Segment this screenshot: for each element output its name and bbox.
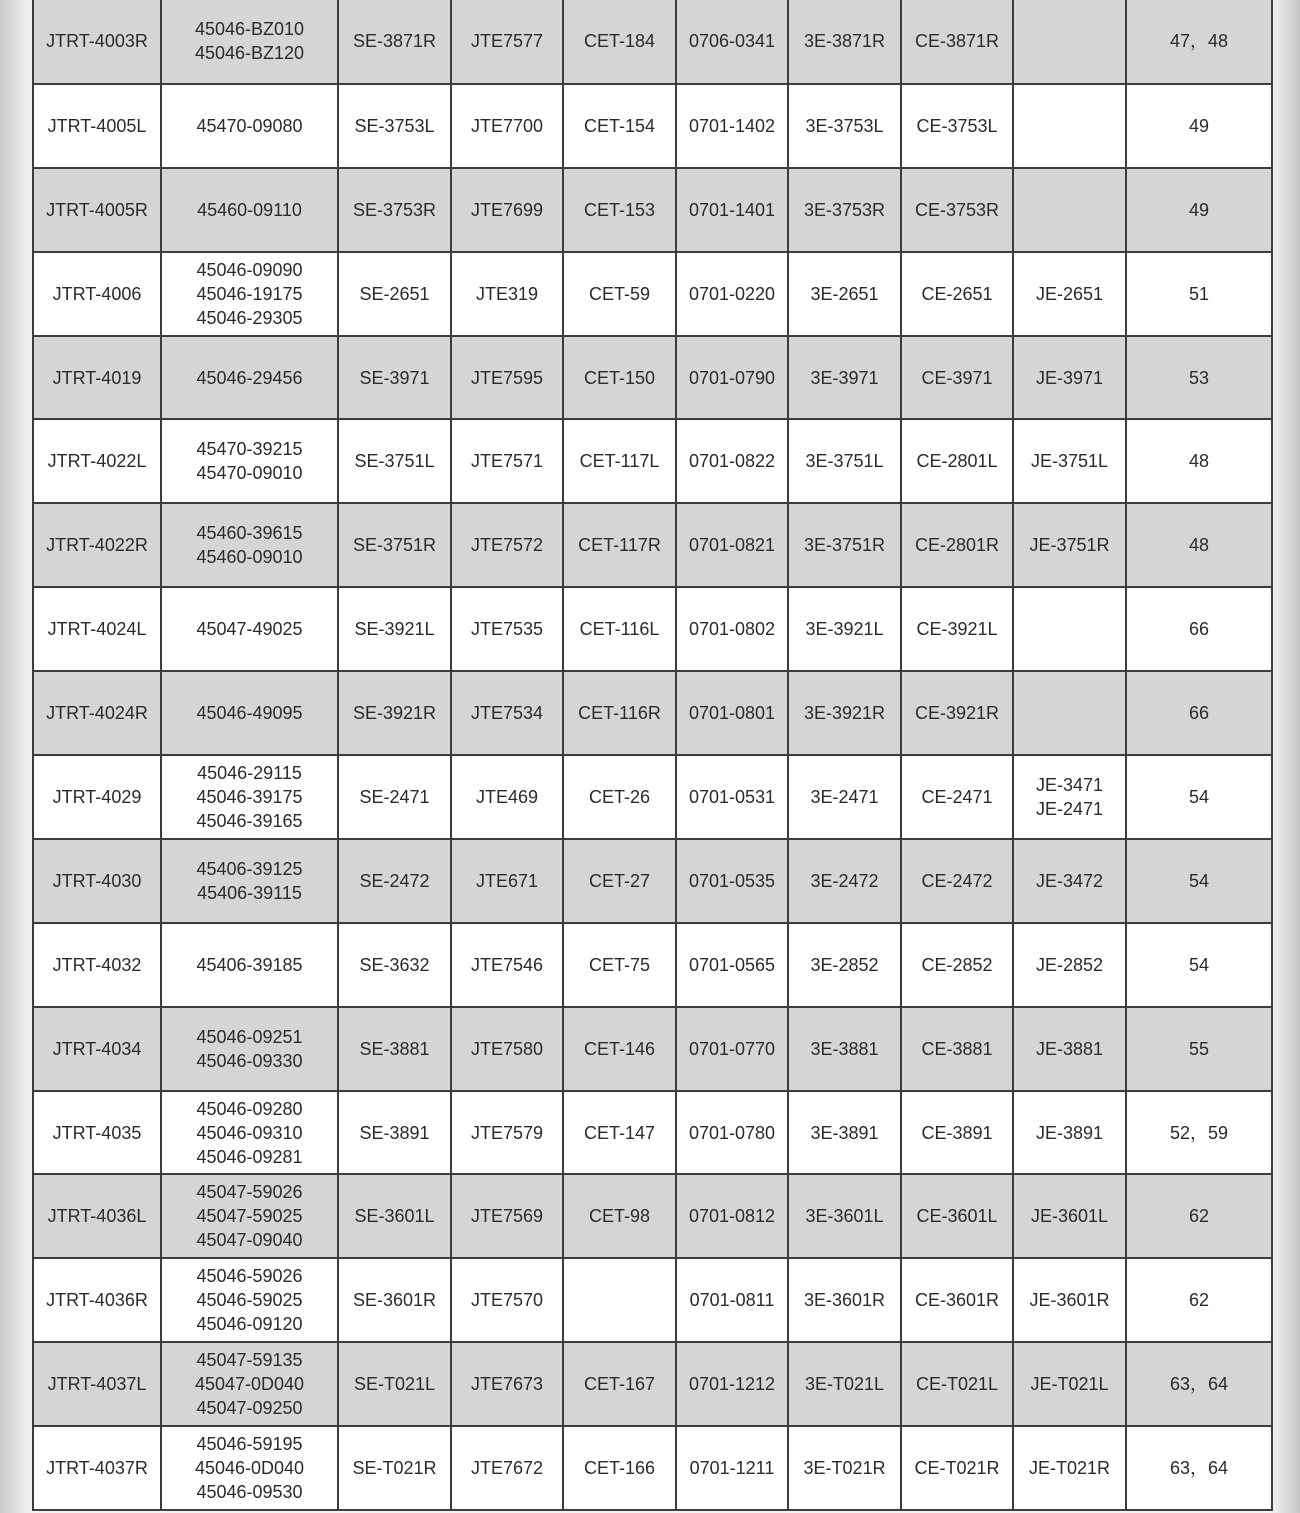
part-number-cell: JTRT-4024L	[33, 587, 161, 671]
3e-ref-cell: 3E-3921L	[788, 587, 901, 671]
ce-ref-cell: CE-2801R	[901, 503, 1013, 587]
part-number-cell: JTRT-4037L	[33, 1342, 161, 1426]
table-row	[33, 923, 1272, 1007]
code-ref-cell: 0701-0565	[676, 923, 788, 1007]
part-number-cell: JTRT-4032	[33, 923, 161, 1007]
se-ref-cell: SE-3921L	[338, 587, 451, 671]
oem-number-line: 45046-09280	[196, 1098, 303, 1119]
se-ref-cell: SE-2471	[338, 755, 451, 839]
jte-ref-cell: JTE319	[451, 252, 563, 336]
je-ref-line: JE-3471	[1035, 774, 1104, 795]
cet-ref-cell: CET-150	[563, 336, 676, 420]
code-ref-cell: 0701-0822	[676, 419, 788, 503]
oem-number-line: 45046-BZ010	[194, 19, 305, 40]
je-ref-cell	[1013, 1091, 1126, 1175]
oem-number-line: 45046-59195	[196, 1434, 303, 1455]
je-ref-cell	[1013, 503, 1126, 587]
se-ref-cell: SE-3891	[338, 1091, 451, 1175]
oem-number-cell	[161, 839, 338, 923]
oem-number-line: 45047-59026	[196, 1182, 303, 1203]
je-ref-cell	[1013, 336, 1126, 420]
table-row	[33, 0, 1272, 84]
cet-ref-cell: CET-166	[563, 1426, 676, 1510]
ce-ref-cell: CE-2471	[901, 755, 1013, 839]
je-ref-line: JE-3472	[1035, 870, 1104, 891]
page-ref-cell: 53	[1126, 336, 1272, 420]
jte-ref-cell: JTE7595	[451, 336, 563, 420]
page-ref-cell: 51	[1126, 252, 1272, 336]
table-row	[33, 1342, 1272, 1426]
oem-number-line: 45047-09040	[196, 1230, 303, 1251]
cet-ref-cell: CET-117R	[563, 503, 676, 587]
page-ref-cell: 62	[1126, 1174, 1272, 1258]
oem-number-line: 45046-09090	[196, 259, 303, 280]
3e-ref-cell: 3E-3881	[788, 1007, 901, 1091]
je-ref-line: JE-3601L	[1030, 1206, 1109, 1227]
oem-number-line: 45046-09251	[196, 1026, 303, 1047]
jte-ref-cell: JTE7569	[451, 1174, 563, 1258]
ce-ref-cell: CE-3601L	[901, 1174, 1013, 1258]
se-ref-cell: SE-3751L	[338, 419, 451, 503]
se-ref-cell: SE-3753L	[338, 84, 451, 168]
ce-ref-cell: CE-3881	[901, 1007, 1013, 1091]
oem-number-cell	[161, 84, 338, 168]
ce-ref-cell: CE-3871R	[901, 0, 1013, 84]
je-ref-cell	[1013, 671, 1126, 755]
table-row	[33, 671, 1272, 755]
table-row	[33, 168, 1272, 252]
oem-number-cell	[161, 1426, 338, 1510]
page-ref-cell: 48	[1126, 503, 1272, 587]
table-row	[33, 839, 1272, 923]
oem-number-cell	[161, 755, 338, 839]
jte-ref-cell: JTE7535	[451, 587, 563, 671]
page-ref-cell: 49	[1126, 168, 1272, 252]
part-number-cell: JTRT-4034	[33, 1007, 161, 1091]
3e-ref-cell: 3E-3751R	[788, 503, 901, 587]
oem-number-line: 45460-39615	[196, 523, 303, 544]
table-row	[33, 1258, 1272, 1342]
se-ref-cell: SE-3601L	[338, 1174, 451, 1258]
code-ref-cell: 0701-0812	[676, 1174, 788, 1258]
oem-number-cell	[161, 1091, 338, 1175]
code-ref-cell: 0701-1402	[676, 84, 788, 168]
oem-number-cell	[161, 923, 338, 1007]
oem-number-cell	[161, 0, 338, 84]
code-ref-cell: 0701-0802	[676, 587, 788, 671]
code-ref-cell: 0701-0535	[676, 839, 788, 923]
code-ref-cell: 0706-0341	[676, 0, 788, 84]
3e-ref-cell: 3E-3921R	[788, 671, 901, 755]
jte-ref-cell: JTE7534	[451, 671, 563, 755]
ce-ref-cell: CE-3753R	[901, 168, 1013, 252]
table-row	[33, 1426, 1272, 1510]
je-ref-line: JE-3601R	[1029, 1290, 1110, 1311]
page-ref-cell: 54	[1126, 923, 1272, 1007]
page-ref-cell: 48	[1126, 419, 1272, 503]
oem-number-cell	[161, 1007, 338, 1091]
3e-ref-cell: 3E-3751L	[788, 419, 901, 503]
je-ref-cell	[1013, 252, 1126, 336]
oem-number-cell	[161, 1258, 338, 1342]
jte-ref-cell: JTE7673	[451, 1342, 563, 1426]
table-row	[33, 1007, 1272, 1091]
part-number-cell: JTRT-4006	[33, 252, 161, 336]
oem-number-line: 45046-09281	[196, 1146, 303, 1167]
oem-number-line: 45470-09080	[196, 115, 303, 136]
ce-ref-cell: CE-3971	[901, 336, 1013, 420]
oem-number-line: 45046-09120	[196, 1314, 303, 1335]
3e-ref-cell: 3E-2651	[788, 252, 901, 336]
je-ref-cell	[1013, 923, 1126, 1007]
se-ref-cell: SE-3971	[338, 336, 451, 420]
jte-ref-cell: JTE7546	[451, 923, 563, 1007]
code-ref-cell: 0701-0531	[676, 755, 788, 839]
jte-ref-cell: JTE7699	[451, 168, 563, 252]
se-ref-cell: SE-3601R	[338, 1258, 451, 1342]
table-row	[33, 336, 1272, 420]
page-ref-cell: 54	[1126, 839, 1272, 923]
oem-number-line: 45046-49095	[196, 703, 303, 724]
oem-number-line: 45046-09530	[196, 1482, 303, 1503]
je-ref-line: JE-2471	[1035, 798, 1104, 819]
je-ref-cell	[1013, 1258, 1126, 1342]
oem-number-line: 45406-39115	[197, 882, 302, 903]
je-ref-line: JE-T021L	[1030, 1374, 1109, 1395]
3e-ref-cell: 3E-3753L	[788, 84, 901, 168]
code-ref-cell: 0701-0780	[676, 1091, 788, 1175]
cet-ref-cell: CET-27	[563, 839, 676, 923]
jte-ref-cell: JTE7570	[451, 1258, 563, 1342]
part-number-cell: JTRT-4037R	[33, 1426, 161, 1510]
je-ref-line: JE-2852	[1035, 954, 1104, 975]
cet-ref-cell: CET-98	[563, 1174, 676, 1258]
part-number-cell: JTRT-4019	[33, 336, 161, 420]
oem-number-cell	[161, 1174, 338, 1258]
page-ref-cell: 52，59	[1126, 1091, 1272, 1175]
ce-ref-cell: CE-2852	[901, 923, 1013, 1007]
oem-number-cell	[161, 1342, 338, 1426]
code-ref-cell: 0701-0811	[676, 1258, 788, 1342]
je-ref-cell	[1013, 755, 1126, 839]
cross-reference-table-container	[32, 0, 1271, 1511]
3e-ref-cell: 3E-T021L	[788, 1342, 901, 1426]
cet-ref-cell: CET-117L	[563, 419, 676, 503]
se-ref-cell: SE-T021R	[338, 1426, 451, 1510]
oem-number-cell	[161, 419, 338, 503]
3e-ref-cell: 3E-3891	[788, 1091, 901, 1175]
3e-ref-cell: 3E-2471	[788, 755, 901, 839]
oem-number-line: 45406-39185	[196, 954, 303, 975]
ce-ref-cell: CE-2651	[901, 252, 1013, 336]
3e-ref-cell: 3E-2852	[788, 923, 901, 1007]
oem-number-line: 45047-59025	[196, 1206, 303, 1227]
je-ref-cell	[1013, 168, 1126, 252]
jte-ref-cell: JTE7577	[451, 0, 563, 84]
table-row	[33, 252, 1272, 336]
part-number-cell: JTRT-4024R	[33, 671, 161, 755]
part-number-cell: JTRT-4030	[33, 839, 161, 923]
cet-ref-cell	[563, 1258, 676, 1342]
oem-number-line: 45046-09330	[196, 1050, 303, 1071]
table-row	[33, 1174, 1272, 1258]
table-row	[33, 503, 1272, 587]
oem-number-line: 45046-29115	[197, 762, 302, 783]
cet-ref-cell: CET-116R	[563, 671, 676, 755]
oem-number-line: 45047-49025	[196, 619, 303, 640]
3e-ref-cell: 3E-T021R	[788, 1426, 901, 1510]
oem-number-line: 45046-29305	[196, 307, 303, 328]
ce-ref-cell: CE-3921L	[901, 587, 1013, 671]
oem-number-line: 45406-39125	[196, 858, 303, 879]
ce-ref-cell: CE-3921R	[901, 671, 1013, 755]
jte-ref-cell: JTE7580	[451, 1007, 563, 1091]
page-ref-cell: 63，64	[1126, 1342, 1272, 1426]
oem-number-line: 45470-09010	[196, 463, 303, 484]
se-ref-cell: SE-2651	[338, 252, 451, 336]
cet-ref-cell: CET-75	[563, 923, 676, 1007]
table-row	[33, 1091, 1272, 1175]
oem-number-cell	[161, 252, 338, 336]
code-ref-cell: 0701-0770	[676, 1007, 788, 1091]
oem-number-line: 45460-09110	[197, 199, 302, 220]
je-ref-cell	[1013, 84, 1126, 168]
page-ref-cell: 47，48	[1126, 0, 1272, 84]
part-number-cell: JTRT-4003R	[33, 0, 161, 84]
jte-ref-cell: JTE671	[451, 839, 563, 923]
oem-number-line: 45047-0D040	[194, 1374, 305, 1395]
code-ref-cell: 0701-0790	[676, 336, 788, 420]
part-number-cell: JTRT-4036L	[33, 1174, 161, 1258]
oem-number-cell	[161, 587, 338, 671]
jte-ref-cell: JTE469	[451, 755, 563, 839]
ce-ref-cell: CE-3891	[901, 1091, 1013, 1175]
page-ref-cell: 63，64	[1126, 1426, 1272, 1510]
je-ref-cell	[1013, 1007, 1126, 1091]
code-ref-cell: 0701-1212	[676, 1342, 788, 1426]
se-ref-cell: SE-3921R	[338, 671, 451, 755]
jte-ref-cell: JTE7672	[451, 1426, 563, 1510]
oem-number-line: 45046-59026	[196, 1266, 303, 1287]
table-body	[33, 0, 1272, 1510]
3e-ref-cell: 3E-3601L	[788, 1174, 901, 1258]
se-ref-cell: SE-3881	[338, 1007, 451, 1091]
oem-number-cell	[161, 503, 338, 587]
code-ref-cell: 0701-0220	[676, 252, 788, 336]
cet-ref-cell: CET-59	[563, 252, 676, 336]
je-ref-cell	[1013, 587, 1126, 671]
oem-number-line: 45460-09010	[196, 547, 303, 568]
je-ref-cell	[1013, 0, 1126, 84]
3e-ref-cell: 3E-3753R	[788, 168, 901, 252]
je-ref-line: JE-3751R	[1029, 535, 1110, 556]
je-ref-cell	[1013, 1174, 1126, 1258]
page-ref-cell: 49	[1126, 84, 1272, 168]
page-ref-cell: 62	[1126, 1258, 1272, 1342]
cet-ref-cell: CET-153	[563, 168, 676, 252]
code-ref-cell: 0701-0821	[676, 503, 788, 587]
oem-number-cell	[161, 671, 338, 755]
oem-number-line: 45047-09250	[196, 1398, 303, 1419]
oem-number-line: 45046-39175	[196, 786, 303, 807]
code-ref-cell: 0701-1211	[676, 1426, 788, 1510]
oem-number-line: 45046-39165	[196, 810, 303, 831]
se-ref-cell: SE-2472	[338, 839, 451, 923]
se-ref-cell: SE-3753R	[338, 168, 451, 252]
oem-number-line: 45046-19175	[196, 283, 303, 304]
3e-ref-cell: 3E-3971	[788, 336, 901, 420]
je-ref-line: JE-T021R	[1028, 1458, 1111, 1479]
se-ref-cell: SE-3751R	[338, 503, 451, 587]
oem-number-line: 45046-59025	[196, 1290, 303, 1311]
je-ref-cell	[1013, 839, 1126, 923]
3e-ref-cell: 3E-2472	[788, 839, 901, 923]
oem-number-line: 45046-09310	[196, 1122, 303, 1143]
je-ref-cell	[1013, 419, 1126, 503]
part-number-cell: JTRT-4005L	[33, 84, 161, 168]
part-number-cell: JTRT-4022L	[33, 419, 161, 503]
oem-number-cell	[161, 336, 338, 420]
je-ref-line: JE-3881	[1035, 1038, 1104, 1059]
jte-ref-cell: JTE7700	[451, 84, 563, 168]
ce-ref-cell: CE-3601R	[901, 1258, 1013, 1342]
ce-ref-cell: CE-T021R	[901, 1426, 1013, 1510]
oem-number-line: 45046-29456	[196, 367, 303, 388]
se-ref-cell: SE-T021L	[338, 1342, 451, 1426]
cet-ref-cell: CET-154	[563, 84, 676, 168]
cet-ref-cell: CET-146	[563, 1007, 676, 1091]
3e-ref-cell: 3E-3601R	[788, 1258, 901, 1342]
part-number-cell: JTRT-4029	[33, 755, 161, 839]
3e-ref-cell: 3E-3871R	[788, 0, 901, 84]
je-ref-line: JE-2651	[1035, 283, 1104, 304]
jte-ref-cell: JTE7579	[451, 1091, 563, 1175]
ce-ref-cell: CE-T021L	[901, 1342, 1013, 1426]
oem-number-line: 45047-59135	[196, 1350, 303, 1371]
je-ref-line: JE-3751L	[1030, 451, 1109, 472]
jte-ref-cell: JTE7572	[451, 503, 563, 587]
cross-reference-table	[32, 0, 1273, 1511]
je-ref-line: JE-3891	[1035, 1122, 1104, 1143]
je-ref-line: JE-3971	[1035, 367, 1104, 388]
se-ref-cell: SE-3871R	[338, 0, 451, 84]
ce-ref-cell: CE-3753L	[901, 84, 1013, 168]
table-row	[33, 587, 1272, 671]
jte-ref-cell: JTE7571	[451, 419, 563, 503]
je-ref-cell	[1013, 1342, 1126, 1426]
oem-number-line: 45046-0D040	[194, 1458, 305, 1479]
code-ref-cell: 0701-1401	[676, 168, 788, 252]
part-number-cell: JTRT-4005R	[33, 168, 161, 252]
page-ref-cell: 54	[1126, 755, 1272, 839]
oem-number-line: 45470-39215	[196, 439, 303, 460]
part-number-cell: JTRT-4022R	[33, 503, 161, 587]
cet-ref-cell: CET-116L	[563, 587, 676, 671]
se-ref-cell: SE-3632	[338, 923, 451, 1007]
page-ref-cell: 66	[1126, 671, 1272, 755]
page-ref-cell: 66	[1126, 587, 1272, 671]
cet-ref-cell: CET-167	[563, 1342, 676, 1426]
ce-ref-cell: CE-2472	[901, 839, 1013, 923]
table-row	[33, 755, 1272, 839]
je-ref-cell	[1013, 1426, 1126, 1510]
cet-ref-cell: CET-147	[563, 1091, 676, 1175]
ce-ref-cell: CE-2801L	[901, 419, 1013, 503]
oem-number-line: 45046-BZ120	[194, 43, 305, 64]
part-number-cell: JTRT-4036R	[33, 1258, 161, 1342]
page-ref-cell: 55	[1126, 1007, 1272, 1091]
table-row	[33, 419, 1272, 503]
part-number-cell: JTRT-4035	[33, 1091, 161, 1175]
cet-ref-cell: CET-26	[563, 755, 676, 839]
oem-number-cell	[161, 168, 338, 252]
code-ref-cell: 0701-0801	[676, 671, 788, 755]
table-row	[33, 84, 1272, 168]
cet-ref-cell: CET-184	[563, 0, 676, 84]
